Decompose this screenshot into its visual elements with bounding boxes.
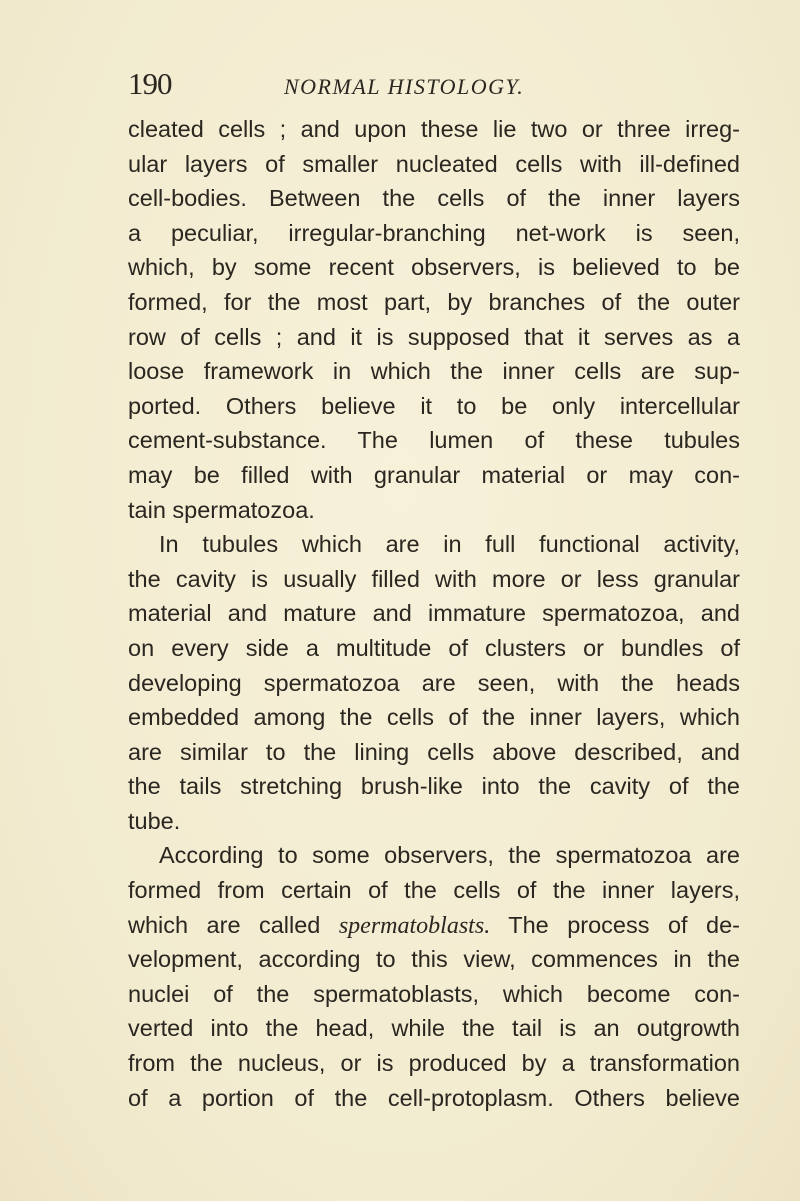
text-line: cell-bodies. Between the cells of the inner layers xyxy=(128,185,740,212)
paragraph-start-line: In tubules which are in full functional activity, xyxy=(159,531,740,558)
text-line: may be filled with granular material or may con- xyxy=(128,461,740,488)
text-line: a peculiar, irregular-branching net-work is seen, xyxy=(128,219,740,246)
text-line-with-emphasis xyxy=(128,908,740,943)
text-line: cement-substance. The lumen of these tubules xyxy=(128,427,740,454)
text-line: verted into the head, while the tail is an outgrowth xyxy=(128,1015,740,1042)
text-line: loose framework in which the inner cells are sup- xyxy=(128,358,740,385)
text-line: which, by some recent observers, is believed to be xyxy=(128,254,740,281)
text-fragment: which are called xyxy=(128,911,339,938)
text-line: on every side a multitude of clusters or bundles of xyxy=(128,634,740,661)
paragraph-start-line: According to some observers, the spermatozoa are xyxy=(159,842,740,869)
text-line: ular layers of smaller nucleated cells with ill-defined xyxy=(128,150,740,177)
text-line: nuclei of the spermatoblasts, which become con- xyxy=(128,980,740,1007)
text-line: embedded among the cells of the inner layers, which xyxy=(128,704,740,731)
text-line: ported. Others believe it to be only intercellular xyxy=(128,392,740,419)
text-line: tain spermatozoa. xyxy=(128,496,315,523)
text-line: material and mature and immature spermatozoa, and xyxy=(128,600,740,627)
page-header xyxy=(128,66,688,106)
text-line: the tails stretching brush-like into the cavity of the xyxy=(128,773,740,800)
text-line: tube. xyxy=(128,807,181,834)
text-line: of a portion of the cell-protoplasm. Others believe xyxy=(128,1084,740,1111)
text-line: developing spermatozoa are seen, with the heads xyxy=(128,669,740,696)
page-number: 190 xyxy=(128,66,172,101)
text-line: row of cells ; and it is supposed that it serves as a xyxy=(128,323,740,350)
text-line: cleated cells ; and upon these lie two or three irreg- xyxy=(128,116,740,142)
text-line: are similar to the lining cells above described, and xyxy=(128,738,740,765)
text-line: formed, for the most part, by branches of the outer xyxy=(128,288,740,315)
text-line: the cavity is usually filled with more or less granular xyxy=(128,565,740,592)
text-line: velopment, according to this view, commences in the xyxy=(128,946,740,973)
running-title: NORMAL HISTOLOGY. xyxy=(284,74,525,99)
emphasis-term: spermatoblasts. xyxy=(338,912,491,939)
body-text xyxy=(128,112,740,1115)
text-line: from the nucleus, or is produced by a transformation xyxy=(128,1050,740,1077)
text-fragment: The process of de- xyxy=(490,911,740,938)
text-line: formed from certain of the cells of the inner layers, xyxy=(128,877,740,904)
